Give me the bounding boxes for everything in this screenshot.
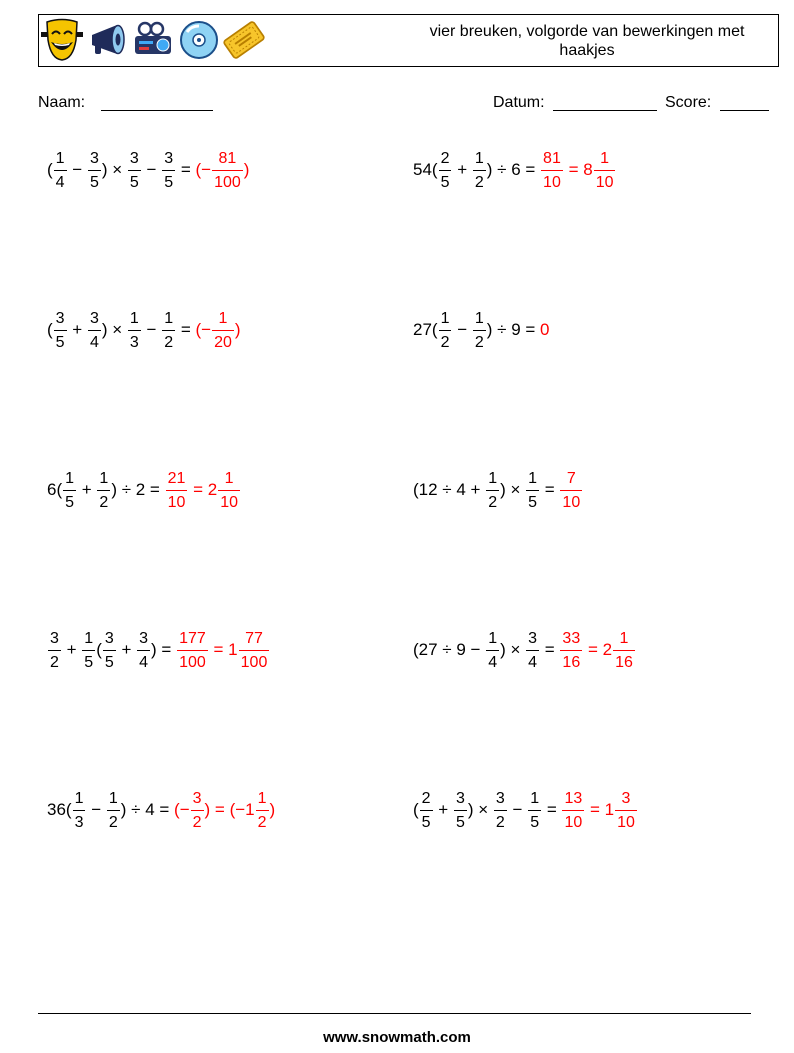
denominator: 10 [543, 173, 561, 191]
expression-text: = [176, 320, 196, 339]
answer [561, 789, 637, 832]
numerator: 3 [162, 149, 175, 171]
question [413, 789, 561, 832]
denominator: 10 [595, 173, 614, 191]
expression-text: − [141, 160, 162, 179]
denominator: 10 [617, 813, 635, 831]
answer [176, 629, 270, 672]
numerator: 1 [82, 629, 95, 651]
fraction [239, 629, 270, 672]
question [47, 309, 195, 352]
denominator: 10 [564, 813, 583, 831]
fraction [420, 789, 433, 832]
problem-8 [413, 620, 636, 680]
name-label: Naam: [38, 94, 86, 111]
numerator: 3 [494, 789, 507, 811]
fraction [54, 149, 67, 192]
expression-text: ) ÷ 2 = [111, 480, 165, 499]
question [413, 629, 559, 672]
expression-text: ) × [101, 160, 127, 179]
denominator: 4 [55, 173, 65, 191]
expression-text: = 1 [585, 800, 615, 819]
cd-icon [179, 18, 221, 62]
numerator: 1 [54, 149, 67, 171]
question [413, 149, 540, 192]
problem-5 [47, 460, 241, 520]
fraction [82, 629, 95, 672]
fraction [177, 629, 208, 672]
problem-9 [47, 780, 275, 840]
denominator: 10 [167, 493, 186, 511]
expression-text: ( [47, 320, 53, 339]
denominator: 4 [89, 333, 99, 351]
denominator: 5 [528, 493, 538, 511]
numerator: 2 [439, 149, 452, 171]
numerator: 1 [212, 309, 234, 331]
numerator: 1 [162, 309, 175, 331]
numerator: 1 [73, 789, 86, 811]
worksheet-title: vier breuken, volgorde van bewerkingen met haakjes [429, 23, 745, 59]
numerator: 33 [560, 629, 582, 651]
denominator: 4 [488, 653, 498, 671]
fraction [128, 309, 141, 352]
expression-text: (27 ÷ 9 − [413, 640, 486, 659]
date-label: Datum: [493, 94, 545, 111]
denominator: 3 [74, 813, 84, 831]
expression-text: ) × [500, 480, 526, 499]
fraction [486, 469, 499, 512]
fraction [454, 789, 467, 832]
expression-text: + [433, 800, 453, 819]
denominator: 2 [257, 813, 267, 831]
numerator: 2 [420, 789, 433, 811]
problem-3 [47, 300, 241, 360]
numerator: 3 [88, 309, 101, 331]
question [413, 469, 559, 512]
question [47, 629, 176, 672]
denominator: 5 [55, 333, 65, 351]
numerator: 177 [177, 629, 208, 651]
score-field[interactable] [720, 93, 769, 111]
answer [559, 469, 583, 512]
denominator: 5 [455, 813, 465, 831]
numerator: 1 [439, 309, 452, 331]
fraction [162, 309, 175, 352]
footer-divider [38, 1013, 751, 1014]
name-field[interactable] [101, 93, 213, 111]
fraction [528, 789, 541, 832]
fraction [218, 469, 240, 512]
problem-4 [413, 300, 550, 360]
expression-text: + [116, 640, 137, 659]
expression-text: ) = (−1 [204, 800, 255, 819]
expression-text: ) ÷ 9 = [486, 320, 541, 339]
problem-6 [413, 460, 583, 520]
numerator: 1 [107, 789, 120, 811]
fraction [526, 469, 539, 512]
numerator: 3 [48, 629, 61, 651]
numerator: 81 [212, 149, 243, 171]
expression-text: − [67, 160, 87, 179]
problem-2 [413, 140, 616, 200]
expression-text: ( [96, 640, 102, 659]
problem-7 [47, 620, 270, 680]
fraction [212, 149, 243, 192]
answer [195, 309, 240, 352]
fraction [615, 789, 637, 832]
fraction [88, 149, 101, 192]
problem-1 [47, 140, 249, 200]
denominator: 16 [615, 653, 633, 671]
denominator: 4 [139, 653, 149, 671]
expression-text: ) = [151, 640, 177, 659]
numerator: 21 [166, 469, 188, 491]
fraction [137, 629, 150, 672]
denominator: 2 [488, 493, 498, 511]
denominator: 5 [421, 813, 431, 831]
denominator: 2 [50, 653, 59, 671]
numerator: 3 [54, 309, 67, 331]
expression-text: − [141, 320, 162, 339]
numerator: 1 [218, 469, 240, 491]
expression-text: − [507, 800, 528, 819]
numerator: 3 [88, 149, 101, 171]
answer [165, 469, 241, 512]
expression-text: + [77, 480, 97, 499]
expression-text: ) × [101, 320, 127, 339]
fraction [54, 309, 67, 352]
numerator: 3 [526, 629, 539, 651]
fraction [166, 469, 188, 512]
numerator: 3 [103, 629, 116, 651]
theater-mask-icon [41, 18, 83, 62]
numerator: 3 [454, 789, 467, 811]
expression-text: (− [195, 320, 212, 339]
fraction [562, 789, 584, 832]
denominator: 2 [440, 333, 450, 351]
fraction [191, 789, 204, 832]
answer [174, 789, 275, 832]
fraction [107, 789, 120, 832]
expression-text: + [61, 640, 82, 659]
expression-text: = [542, 800, 562, 819]
denominator: 2 [164, 333, 174, 351]
fraction [594, 149, 616, 192]
fraction [128, 149, 141, 192]
numerator: 3 [128, 149, 141, 171]
fraction [560, 469, 582, 512]
fraction [212, 309, 234, 352]
numerator: 1 [473, 309, 486, 331]
expression-text: = [176, 160, 196, 179]
denominator: 2 [495, 813, 505, 831]
expression-text: (− [174, 800, 190, 819]
expression-text: ) [243, 160, 250, 179]
expression-text: + [452, 160, 472, 179]
denominator: 10 [562, 493, 581, 511]
fraction [103, 629, 116, 672]
denominator: 100 [240, 653, 268, 671]
denominator: 2 [99, 493, 109, 511]
denominator: 5 [530, 813, 540, 831]
fraction [526, 629, 539, 672]
fraction [494, 789, 507, 832]
expression-text: ) × [467, 800, 493, 819]
question [47, 149, 195, 192]
denominator: 2 [192, 813, 202, 831]
expression-text: ) × [500, 640, 526, 659]
denominator: 100 [214, 173, 241, 191]
expression-text: − [86, 800, 106, 819]
denominator: 20 [214, 333, 232, 351]
fraction [88, 309, 101, 352]
expression-text: + [67, 320, 87, 339]
expression-text: ) [234, 320, 241, 339]
denominator: 4 [528, 653, 538, 671]
footer-url: www.snowmath.com [323, 1029, 471, 1046]
numerator: 3 [615, 789, 637, 811]
fraction [560, 629, 582, 672]
expression-text: 36( [47, 800, 72, 819]
expression-text: = 8 [563, 160, 593, 179]
expression-text: = [540, 480, 560, 499]
expression-text: 54( [413, 160, 438, 179]
megaphone-icon [89, 18, 131, 62]
numerator: 7 [560, 469, 582, 491]
problem-10 [413, 780, 638, 840]
denominator: 2 [108, 813, 118, 831]
expression-text: ( [47, 160, 53, 179]
fraction [48, 629, 61, 672]
numerator: 1 [594, 149, 616, 171]
denominator: 2 [474, 173, 484, 191]
expression-text: = 2 [188, 480, 218, 499]
fraction [473, 149, 486, 192]
fraction [256, 789, 269, 832]
denominator: 5 [65, 493, 75, 511]
expression-text: = 2 [583, 640, 613, 659]
numerator: 3 [137, 629, 150, 651]
denominator: 5 [440, 173, 450, 191]
fraction [541, 149, 563, 192]
expression-text: ) ÷ 6 = [486, 160, 541, 179]
expression-text: = [540, 640, 560, 659]
answer [195, 149, 249, 192]
expression-text: − [452, 320, 472, 339]
date-field[interactable] [553, 93, 657, 111]
numerator: 1 [613, 629, 635, 651]
numerator: 1 [256, 789, 269, 811]
cinema-ticket-icon [223, 18, 265, 62]
denominator: 2 [474, 333, 484, 351]
answer [540, 320, 549, 340]
expression-text: = 1 [208, 640, 238, 659]
fraction [162, 149, 175, 192]
numerator: 1 [486, 629, 499, 651]
answer [540, 149, 616, 192]
expression-text: 6( [47, 480, 63, 499]
denominator: 16 [562, 653, 581, 671]
numerator: 1 [526, 469, 539, 491]
expression-text: (12 ÷ 4 + [413, 480, 486, 499]
numerator: 1 [97, 469, 110, 491]
expression-text: ) [269, 800, 276, 819]
fraction [486, 629, 499, 672]
numerator: 3 [191, 789, 204, 811]
fraction [439, 309, 452, 352]
expression-text: 0 [540, 320, 550, 339]
numerator: 1 [486, 469, 499, 491]
question [47, 469, 165, 512]
numerator: 77 [239, 629, 270, 651]
worksheet-header [38, 14, 779, 67]
numerator: 1 [473, 149, 486, 171]
fraction [97, 469, 110, 512]
fraction [439, 149, 452, 192]
fraction [63, 469, 76, 512]
denominator: 100 [179, 653, 206, 671]
numerator: 1 [528, 789, 541, 811]
question [47, 789, 174, 832]
denominator: 5 [129, 173, 139, 191]
expression-text: 27( [413, 320, 438, 339]
denominator: 5 [89, 173, 99, 191]
expression-text: ( [413, 800, 419, 819]
expression-text: (− [195, 160, 212, 179]
numerator: 13 [562, 789, 584, 811]
numerator: 81 [541, 149, 563, 171]
denominator: 5 [84, 653, 94, 671]
denominator: 5 [164, 173, 174, 191]
projector-icon [133, 18, 175, 62]
fraction [473, 309, 486, 352]
expression-text: ) ÷ 4 = [120, 800, 175, 819]
fraction [73, 789, 86, 832]
denominator: 5 [104, 653, 114, 671]
fraction [613, 629, 635, 672]
numerator: 1 [128, 309, 141, 331]
answer [559, 629, 635, 672]
denominator: 3 [129, 333, 139, 351]
denominator: 10 [220, 493, 239, 511]
score-label: Score: [665, 94, 712, 111]
numerator: 1 [63, 469, 76, 491]
question [413, 309, 540, 352]
